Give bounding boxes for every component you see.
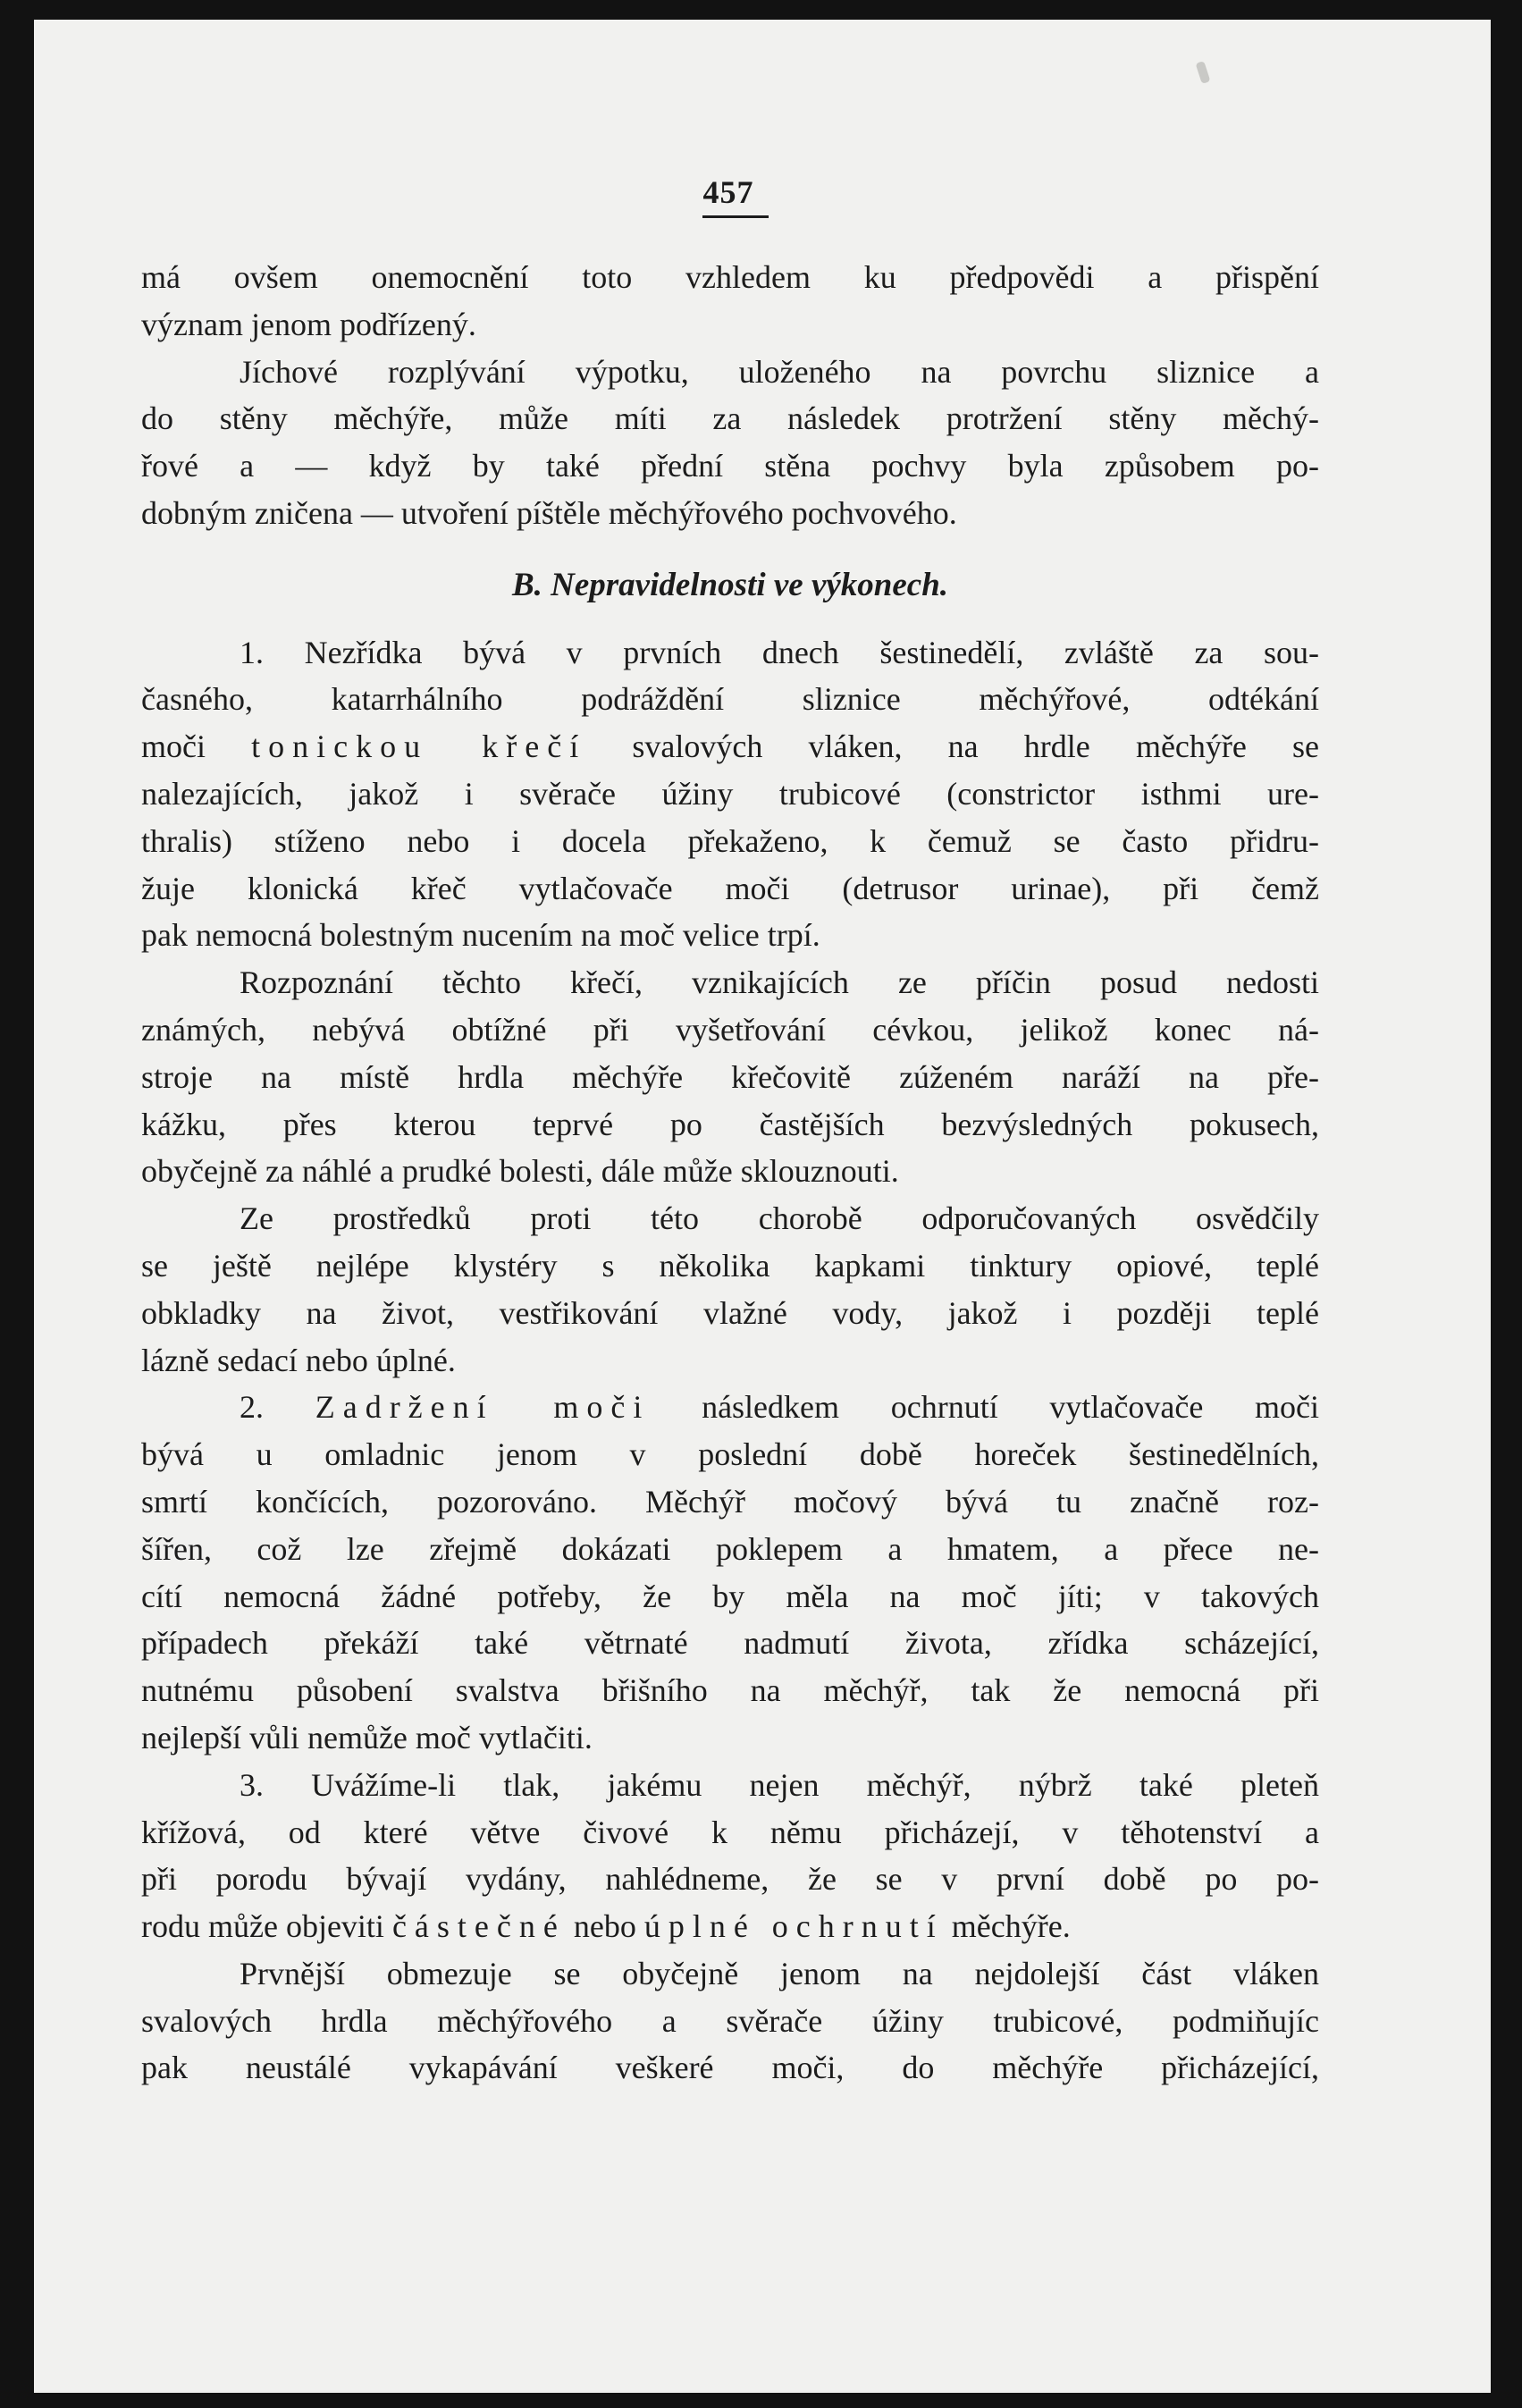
text-line: dobným zničena — utvoření píštěle měchýřového pochvového. (141, 494, 957, 531)
text-line: známých, nebývá obtížné při vyšetřování cévkou, jelikož konec ná- (141, 1011, 1319, 1048)
text-line: pak neustálé vykapávání veškeré moči, do měchýře přicházející, (141, 2050, 1319, 2086)
text-run: 2. (240, 1389, 264, 1426)
text-line: Rozpoznání těchto křečí, vznikajících ze příčin posud nedosti (240, 964, 1319, 1001)
text-run: rodu může objeviti (141, 1908, 384, 1945)
text-line: bývá u omladnic jenom v poslední době horeček šestinedělních, (141, 1436, 1319, 1473)
text-line: obkladky na život, vestřikování vlažné vody, jakož i později teplé (141, 1294, 1319, 1331)
text-line: Prvnější obmezuje se obyčejně jenom na nejdolejší část vláken (240, 1955, 1319, 1991)
text-line: smrtí končících, pozorováno. Měchýř močový bývá tu značně roz- (141, 1483, 1319, 1520)
text-line (141, 723, 1319, 770)
text-run: moči (141, 728, 206, 765)
text-line: do stěny měchýře, může míti za následek protržení stěny měchý- (141, 400, 1319, 437)
body-text (141, 254, 1319, 2092)
text-line: pak nemocná bolestným nucením na moč velice trpí. (141, 917, 820, 954)
text-line (141, 1903, 1319, 1950)
text-line: Ze prostředků proti této chorobě odporučovaných osvědčily (240, 1200, 1319, 1237)
spaced-emphasis: tonickou křečí (251, 728, 587, 765)
text-line: případech překáží také větrnaté nadmutí života, zřídka scházející, (141, 1625, 1319, 1662)
text-line: má ovšem onemocnění toto vzhledem ku předpovědi a přispění (141, 259, 1319, 295)
section-heading: B. Nepravidelnosti ve výkonech. (511, 566, 949, 603)
text-line: časného, katarrhálního podráždění sliznice měchýřové, odtékání (141, 681, 1319, 718)
text-line: se ještě nejlépe klystéry s několika kapkami tinktury opiové, teplé (141, 1247, 1319, 1284)
text-line: kážku, přes kterou teprvé po častějších bezvýsledných pokusech, (141, 1106, 1319, 1142)
text-line: thralis) stíženo nebo i docela překaženo, k čemuž se často přidru- (141, 822, 1319, 859)
text-line: žuje klonická křeč vytlačovače moči (detrusor urinae), při čemž (141, 870, 1319, 906)
text-line: stroje na místě hrdla měchýře křečovitě zúženém naráží na pře- (141, 1058, 1319, 1095)
text-line: svalových hrdla měchýřového a svěrače úžiny trubicové, podmiňujíc (141, 2002, 1319, 2039)
text-line: lázně sedací nebo úplné. (141, 1342, 456, 1378)
text-line: šířen, což lze zřejmě dokázati poklepem a hmatem, a přece ne- (141, 1530, 1319, 1567)
text-line: 1. Nezřídka bývá v prvních dnech šestinedělí, zvláště za sou- (240, 634, 1319, 670)
text-line: význam jenom podřízený. (141, 306, 476, 342)
text-line: řové a — když by také přední stěna pochvy byla způsobem po- (141, 448, 1319, 484)
spaced-emphasis: částečné (391, 1908, 566, 1945)
book-page (34, 20, 1491, 2393)
page-number: 457 (702, 174, 754, 210)
text-run: měchýře. (951, 1908, 1071, 1945)
text-line (141, 1384, 1319, 1431)
page-number-rule (702, 215, 769, 218)
text-line: Jíchové rozplývání výpotku, uloženého na povrchu sliznice a (240, 353, 1319, 390)
text-run: svalových vláken, na hrdle měchýře se (632, 728, 1320, 765)
spaced-emphasis: úplné ochrnutí (643, 1908, 944, 1945)
text-line: při porodu bývají vydány, nahlédneme, že se v první době po po- (141, 1861, 1319, 1898)
text-line: nutnému působení svalstva břišního na měchýř, tak že nemocná při (141, 1672, 1319, 1709)
text-run: nebo (573, 1908, 636, 1945)
text-line: křížová, od které větve čivové k němu přicházejí, v těhotenství a (141, 1814, 1319, 1850)
paper-blemish (1196, 61, 1211, 84)
text-line: nejlepší vůli nemůže moč vytlačiti. (141, 1719, 593, 1755)
text-line: 3. Uvážíme-li tlak, jakému nejen měchýř, nýbrž také pleteň (240, 1766, 1319, 1803)
text-line: obyčejně za náhlé a prudké bolesti, dále může sklouznouti. (141, 1153, 899, 1190)
spaced-emphasis: Zadržení moči (315, 1389, 651, 1426)
text-run: následkem ochrnutí vytlačovače moči (702, 1389, 1320, 1426)
text-line: nalezajících, jakož i svěrače úžiny trubicové (constrictor isthmi ure- (141, 775, 1319, 812)
text-line: cítí nemocná žádné potřeby, že by měla na moč jíti; v takových (141, 1578, 1319, 1614)
